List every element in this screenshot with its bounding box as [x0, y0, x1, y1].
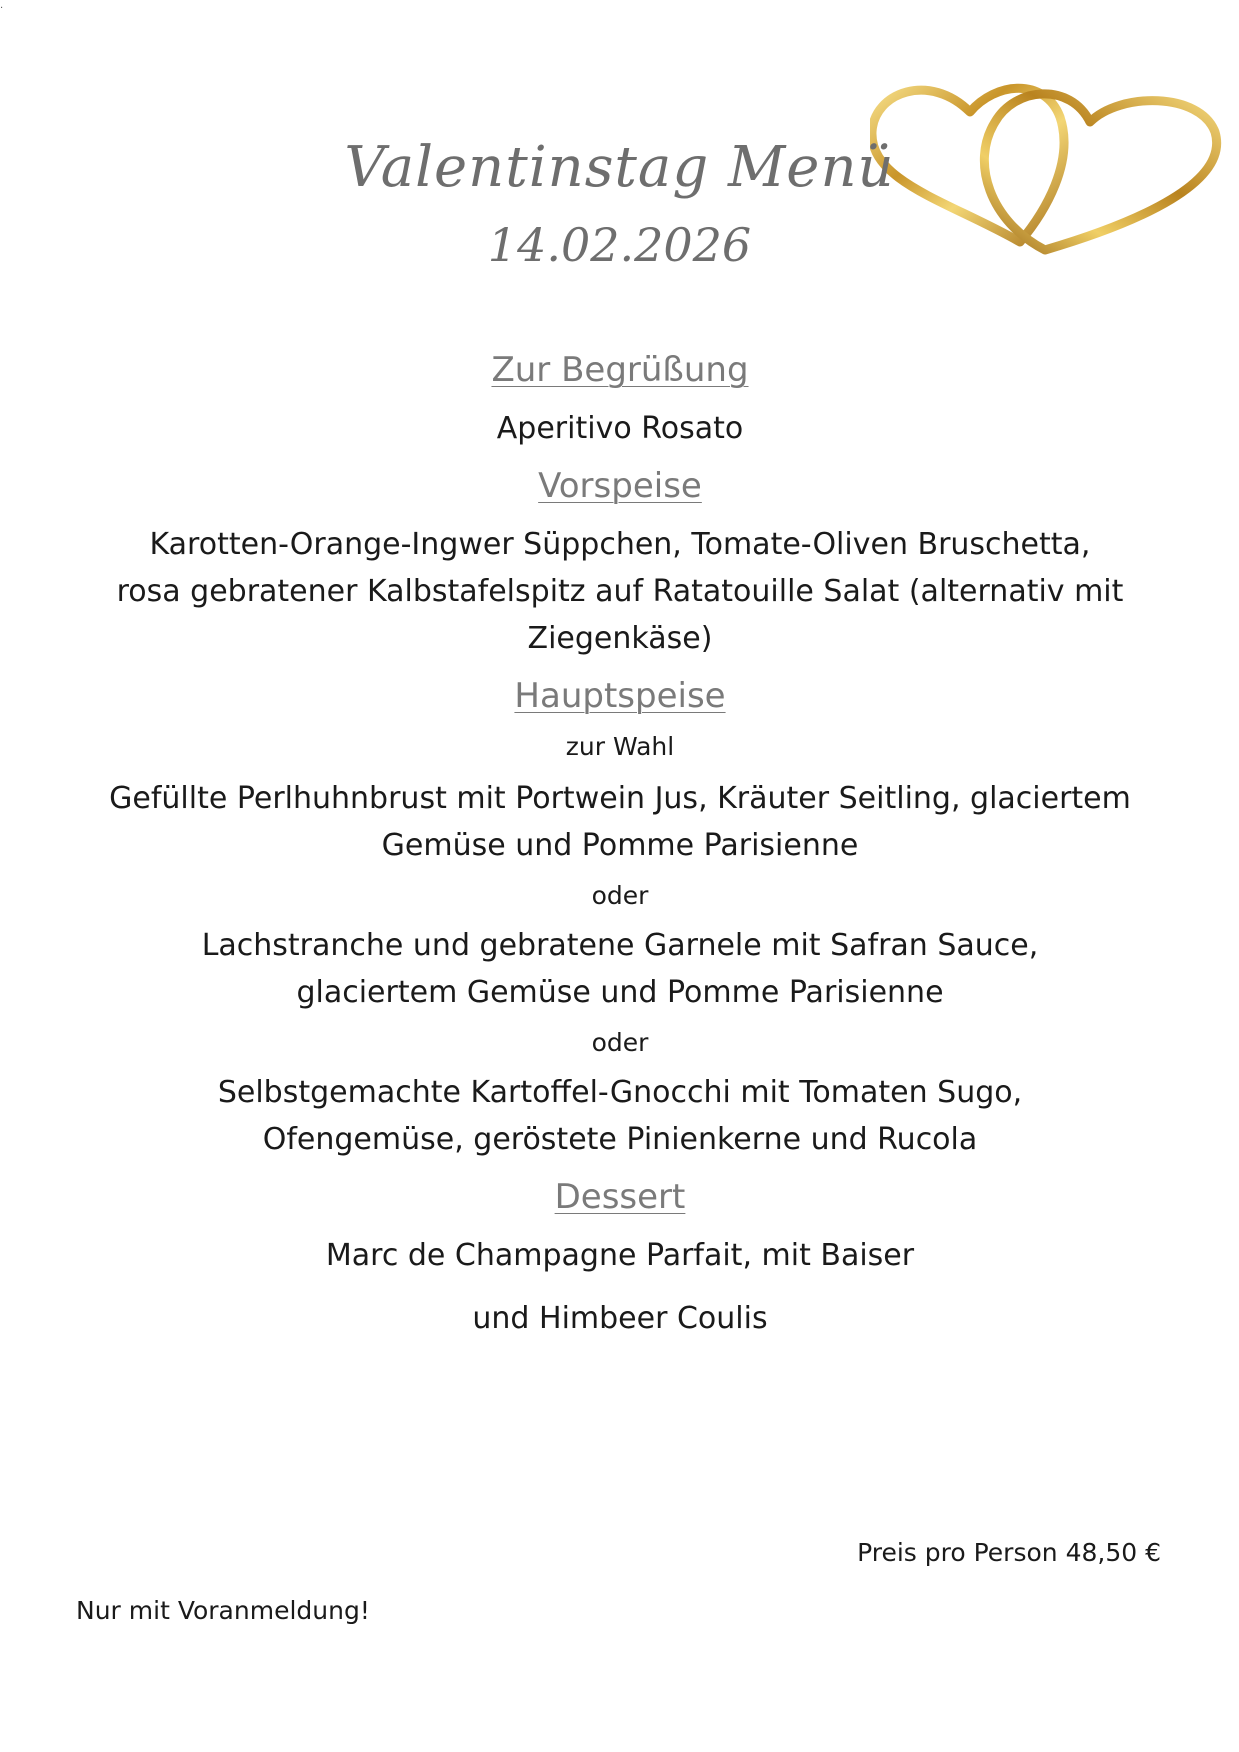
or-separator: oder: [591, 881, 649, 911]
main-choice-label: zur Wahl: [565, 732, 675, 762]
main-option-line: Gemüse und Pomme Parisienne: [381, 828, 859, 864]
menu-body: [60, 350, 1180, 1342]
starter-line: Ziegenkäse): [527, 620, 713, 656]
menu-date: 14.02.2026: [487, 218, 752, 272]
main-option-line: glaciertem Gemüse und Pomme Parisienne: [296, 975, 944, 1011]
section-welcome: [60, 350, 1180, 452]
welcome-item: Aperitivo Rosato: [496, 410, 744, 446]
main-option-line: Gefüllte Perlhuhnbrust mit Portwein Jus, Kräuter Seitling, glaciertem: [109, 781, 1131, 817]
section-dessert: [60, 1177, 1180, 1342]
corner-mark: .: [0, 0, 4, 11]
main-option-line: Ofengemüse, geröstete Pinienkerne und Rucola: [262, 1122, 978, 1158]
starter-line: Karotten-Orange-Ingwer Süppchen, Tomate-Oliven Bruschetta,: [149, 526, 1091, 562]
price-per-person: Preis pro Person 48,50 €: [857, 1538, 1161, 1567]
menu-title: Valentinstag Menü: [344, 135, 895, 200]
reservation-note: Nur mit Voranmeldung!: [76, 1596, 370, 1625]
section-heading-starter: Vorspeise: [538, 465, 702, 506]
section-heading-welcome: Zur Begrüßung: [491, 350, 749, 390]
main-option-line: Selbstgemachte Kartoffel-Gnocchi mit Tomaten Sugo,: [217, 1075, 1023, 1111]
main-option-line: Lachstranche und gebratene Garnele mit Safran Sauce,: [201, 928, 1039, 964]
section-main: [60, 676, 1180, 1164]
section-heading-dessert: Dessert: [554, 1177, 686, 1218]
or-separator: oder: [591, 1028, 649, 1058]
section-starter: [60, 466, 1180, 662]
dessert-line: Marc de Champagne Parfait, mit Baiser: [325, 1238, 915, 1274]
section-heading-main: Hauptspeise: [514, 675, 726, 716]
menu-title-row: [0, 135, 1239, 200]
dessert-line: und Himbeer Coulis: [472, 1301, 768, 1337]
starter-line: rosa gebratener Kalbstafelspitz auf Ratatouille Salat (alternativ mit: [116, 573, 1124, 609]
